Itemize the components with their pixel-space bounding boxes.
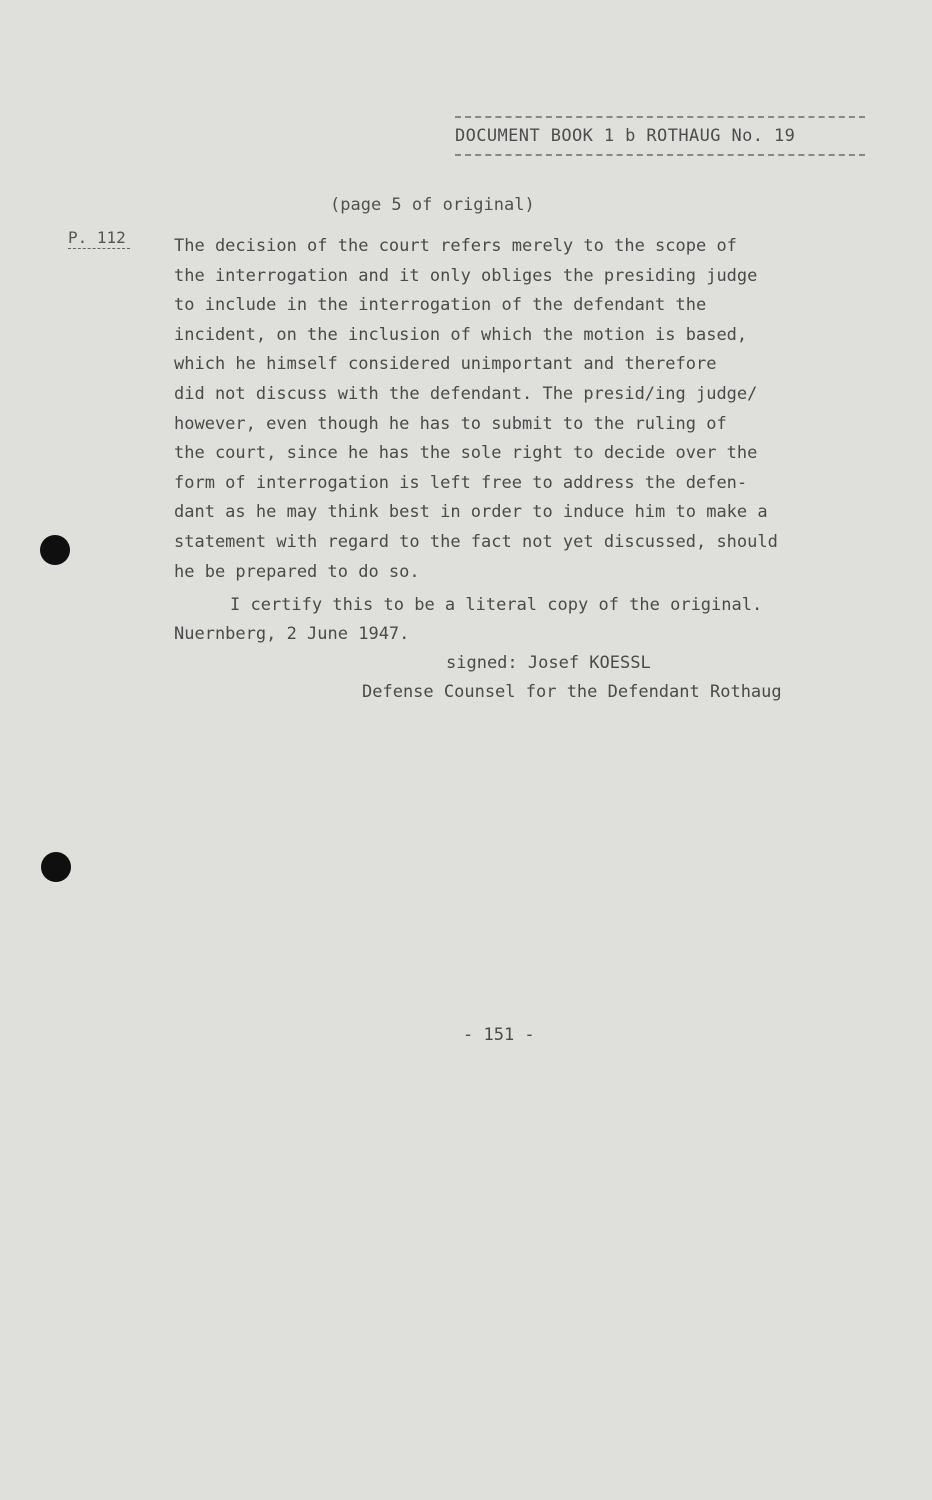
document-header (455, 116, 865, 156)
header-rule-bottom (455, 154, 865, 156)
margin-note-underline (68, 248, 130, 249)
original-page-reference: (page 5 of original) (330, 195, 535, 215)
body-paragraph (174, 232, 874, 587)
body-line: incident, on the inclusion of which the motion is based, (174, 324, 748, 345)
margin-page-note (68, 228, 130, 249)
body-line: the interrogation and it only obliges the presiding judge (174, 265, 758, 286)
body-line: dant as he may think best in order to induce him to make a (174, 502, 768, 523)
certification-place-date: Nuernberg, 2 June 1947. (174, 624, 410, 644)
punch-hole-upper (40, 535, 70, 565)
document-title: DOCUMENT BOOK 1 b ROTHAUG No. 19 (455, 126, 796, 146)
body-line: form of interrogation is left free to address the defen- (174, 472, 748, 493)
certification-signature: signed: Josef KOESSL (446, 653, 651, 673)
certification-statement: I certify this to be a literal copy of the original. (230, 595, 763, 615)
certification-counsel: Defense Counsel for the Defendant Rothaug (362, 682, 782, 702)
body-line: however, even though he has to submit to the ruling of (174, 413, 727, 434)
page-number: - 151 - (463, 1025, 535, 1045)
margin-page-note-text: P. 112 (68, 228, 126, 247)
header-rule-top (455, 116, 865, 118)
body-line: The decision of the court refers merely to the scope of (174, 236, 737, 256)
body-line: he be prepared to do so. (174, 561, 420, 582)
body-line: to include in the interrogation of the defendant the (174, 295, 707, 316)
body-line: the court, since he has the sole right to decide over the (174, 443, 758, 464)
punch-hole-lower (41, 852, 71, 882)
certification-block (174, 591, 874, 707)
body-line: which he himself considered unimportant and therefore (174, 354, 717, 375)
body-line: statement with regard to the fact not yet discussed, should (174, 531, 778, 552)
body-line: did not discuss with the defendant. The presid/ing judge/ (174, 383, 758, 404)
